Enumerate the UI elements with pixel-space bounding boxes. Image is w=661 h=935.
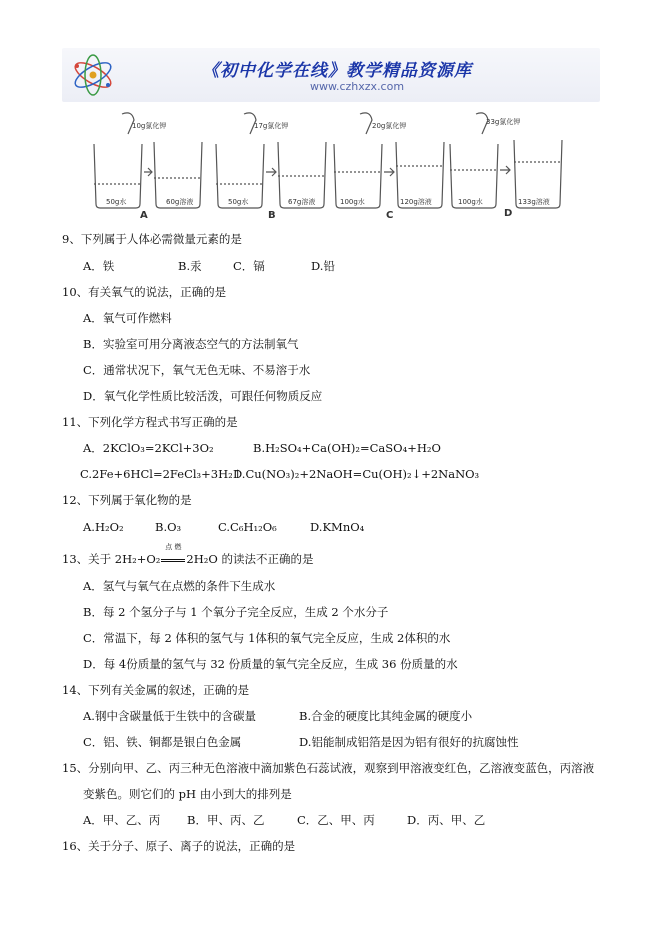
question-options (83, 259, 483, 273)
atom-logo-icon (68, 52, 118, 98)
question-stem: 11、下列化学方程式书写正确的是 (62, 415, 238, 429)
fig-beaker-label: 50g水 (228, 198, 249, 206)
question-options (83, 735, 563, 749)
fig-beaker-label: 133g溶液 (518, 198, 550, 206)
fig-beaker-label: 100g水 (458, 198, 483, 206)
fig-top-label: 33g氯化钾 (486, 118, 521, 126)
option: D.KMnO₄ (310, 520, 365, 534)
option: B．每 2 个氢分子与 1 个氧分子完全反应，生成 2 个水分子 (83, 605, 389, 619)
option: A．2KClO₃=2KCl+3O₂ (83, 441, 214, 455)
option: D．丙、甲、乙 (407, 813, 486, 827)
question-stem: 14、下列有关金属的叙述，正确的是 (62, 683, 250, 697)
beaker-figure (82, 112, 582, 222)
option: B.合金的硬度比其纯金属的硬度小 (299, 709, 473, 723)
banner-title: 《初中化学在线》教学精品资源库 (202, 61, 472, 81)
option: B.O₃ (155, 520, 182, 534)
option: D．氧气化学性质比较活泼，可跟任何物质反应 (83, 389, 323, 403)
option: A．甲、乙、丙 (83, 813, 161, 827)
fig-option-letter: D (504, 208, 513, 219)
option: C．铝、铁、铜都是银白色金属 (83, 735, 242, 749)
option: A.H₂O₂ (83, 520, 124, 534)
question-stem: 10、有关氧气的说法，正确的是 (62, 285, 227, 299)
header-banner (62, 48, 600, 102)
question-options (80, 467, 600, 481)
option: A．铁 (83, 259, 115, 273)
option: B.汞 (178, 259, 202, 273)
question-stem (62, 543, 314, 566)
option: C．通常状况下，氧气无色无味、不易溶于水 (83, 363, 311, 377)
question-options (83, 813, 523, 827)
question-options (83, 520, 483, 534)
option: C．常温下，每 2 体积的氢气与 1体积的氧气完全反应，生成 2体积的水 (83, 631, 451, 645)
option: C.2Fe+6HCl=2FeCl₃+3H₂↑ (80, 467, 243, 481)
option: D.铅 (311, 259, 335, 273)
question-stem: 15、分别向甲、乙、丙三种无色溶液中滴加紫色石蕊试液，观察到甲溶液变红色，乙溶液变蓝色，丙溶液 (62, 761, 595, 775)
fig-top-label: 17g氯化钾 (254, 122, 289, 130)
question-stem-cont: 变紫色。则它们的 pH 由小到大的排列是 (83, 787, 292, 801)
question-options (83, 441, 583, 455)
option: A.钢中含碳量低于生铁中的含碳量 (83, 709, 256, 723)
option: B.H₂SO₄+Ca(OH)₂=CaSO₄+H₂O (253, 441, 441, 455)
fig-option-letter: C (386, 210, 394, 221)
fig-beaker-label: 60g溶液 (166, 198, 194, 206)
option: C.C₆H₁₂O₆ (218, 520, 277, 534)
option: D．每 4份质量的氢气与 32 份质量的氧气完全反应，生成 36 份质量的水 (83, 657, 458, 671)
option: C．乙、甲、丙 (297, 813, 375, 827)
equals-bar (161, 559, 185, 562)
reaction-condition (160, 543, 186, 566)
option: C．镉 (233, 259, 265, 273)
question-stem: 16、关于分子、原子、离子的说法，正确的是 (62, 839, 296, 853)
stem-part: 2H₂O 的读法不正确的是 (186, 552, 314, 566)
option: B．甲、丙、乙 (187, 813, 265, 827)
fig-beaker-label: 100g水 (340, 198, 365, 206)
fig-option-letter: A (140, 210, 148, 221)
option: A．氢气与氧气在点燃的条件下生成水 (83, 579, 276, 593)
question-options (83, 709, 563, 723)
option: D.铝能制成铝箔是因为铝有很好的抗腐蚀性 (299, 735, 519, 749)
fig-option-letter: B (268, 210, 276, 221)
fig-beaker-label: 50g水 (106, 198, 127, 206)
fig-top-label: 20g氯化钾 (372, 122, 407, 130)
option: A．氧气可作燃料 (83, 311, 172, 325)
option: D.Cu(NO₃)₂+2NaOH=Cu(OH)₂↓+2NaNO₃ (233, 467, 480, 481)
question-stem: 9、下列属于人体必需微量元素的是 (62, 232, 242, 246)
condition-label: 点 燃 (165, 543, 182, 551)
fig-top-label: 10g氯化钾 (132, 122, 167, 130)
fig-beaker-label: 120g溶液 (400, 198, 432, 206)
banner-url: www.czhxzx.com (310, 80, 405, 93)
stem-part: 13、关于 2H₂+O₂ (62, 552, 161, 566)
fig-beaker-label: 67g溶液 (288, 198, 316, 206)
option: B．实验室可用分离液态空气的方法制氧气 (83, 337, 299, 351)
question-stem: 12、下列属于氧化物的是 (62, 493, 192, 507)
